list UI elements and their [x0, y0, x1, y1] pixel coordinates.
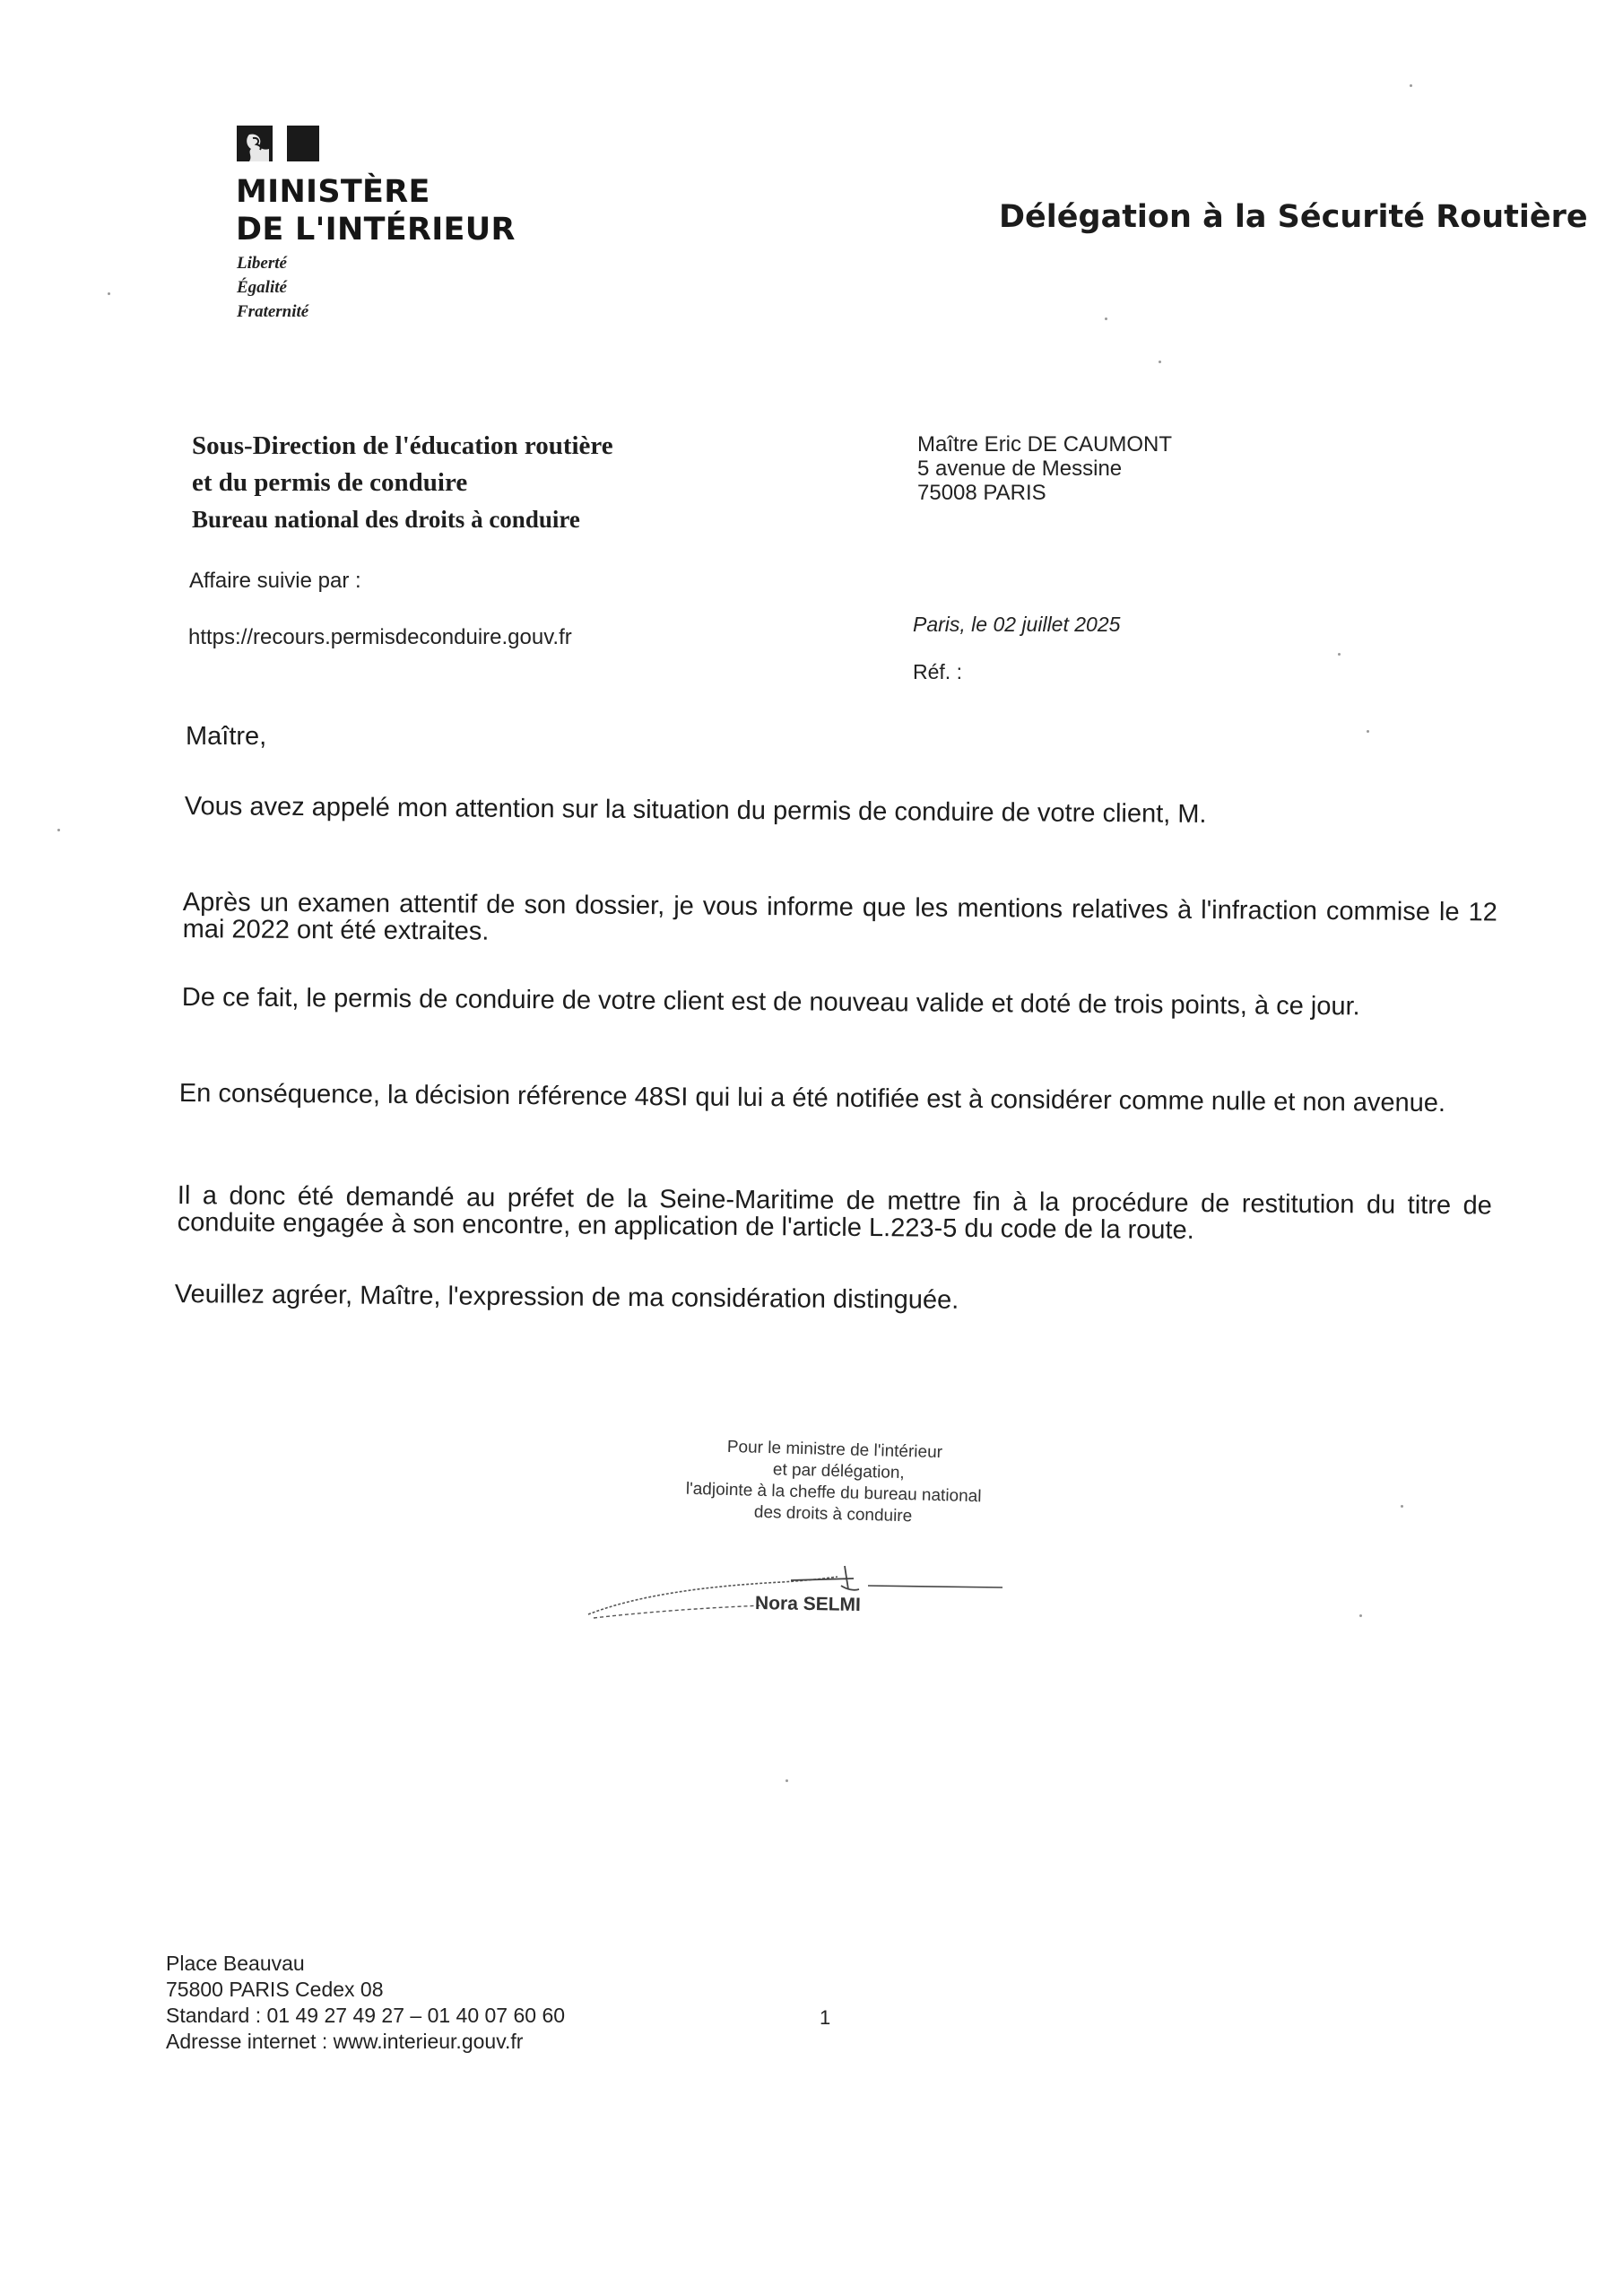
signer-name: Nora SELMI: [754, 1592, 862, 1616]
recipient-name: Maître Eric DE CAUMONT: [917, 432, 1173, 457]
scan-speck: [1359, 1614, 1362, 1617]
scan-speck: [108, 292, 110, 295]
scan-speck: [57, 829, 60, 831]
recours-url: https://recours.permisdeconduire.gouv.fr: [188, 625, 572, 649]
salutation: Maître,: [186, 722, 267, 751]
delegation-title: Délégation à la Sécurité Routière: [999, 199, 1588, 235]
paragraph-2: Après un examen attentif de son dossier, je vous informe que les mentions relatives à l'infraction commise le 12 mai 2022 ont été extraites.: [182, 888, 1497, 946]
reference-label: Réf. :: [913, 660, 962, 683]
recipient-address: [917, 432, 1172, 505]
paragraph-1: Vous avez appelé mon attention sur la situation du permis de conduire de votre client, M.: [184, 792, 1207, 829]
page-number: 1: [820, 2006, 831, 2029]
marianne-logo-icon: [237, 126, 319, 161]
scan-speck: [1401, 1505, 1403, 1508]
scan-speck: [1159, 361, 1161, 363]
paragraph-5: Il a donc été demandé au préfet de la Seine-Maritime de mettre fin à la procédure de restitution du titre de conduite engagée à son encontre, en application de l'article L.223-5 du code de la route.: [177, 1181, 1492, 1245]
scan-speck: [1338, 653, 1341, 656]
letter-date: Paris, le 02 juillet 2025: [913, 613, 1121, 636]
scan-speck: [1367, 730, 1369, 733]
signature-stamp: Pour le ministre de l'intérieur et par délégation, l'adjointe à la cheffe du bureau national des droits à conduire: [685, 1437, 982, 1526]
scan-speck: [1410, 84, 1412, 87]
closing-formula: Veuillez agréer, Maître, l'expression de ma considération distinguée.: [174, 1280, 959, 1315]
recipient-city: 75008 PARIS: [917, 481, 1046, 505]
footer-address: Place Beauvau 75800 PARIS Cedex 08 Standard : 01 49 27 49 27 – 01 40 07 60 60 Adresse internet : www.interieur.gouv.fr: [166, 1952, 566, 2053]
scan-speck: [785, 1779, 788, 1782]
paragraph-3: De ce fait, le permis de conduire de votre client est de nouveau valide et doté de trois points, à ce jour.: [181, 983, 1360, 1022]
recipient-street: 5 avenue de Messine: [917, 457, 1123, 481]
affaire-label: Affaire suivie par :: [189, 569, 361, 593]
paragraph-4: En conséquence, la décision référence 48SI qui lui a été notifiée est à considérer comme nulle et non avenue.: [178, 1079, 1446, 1118]
ministry-name: MINISTÈRE DE L'INTÉRIEUR: [236, 174, 516, 248]
sender-service: Sous-Direction de l'éducation routière et du permis de conduire Bureau national des droits à conduire: [192, 431, 613, 533]
scan-speck: [1105, 317, 1107, 320]
republic-motto: Liberté Égalité Fraternité: [237, 254, 309, 321]
